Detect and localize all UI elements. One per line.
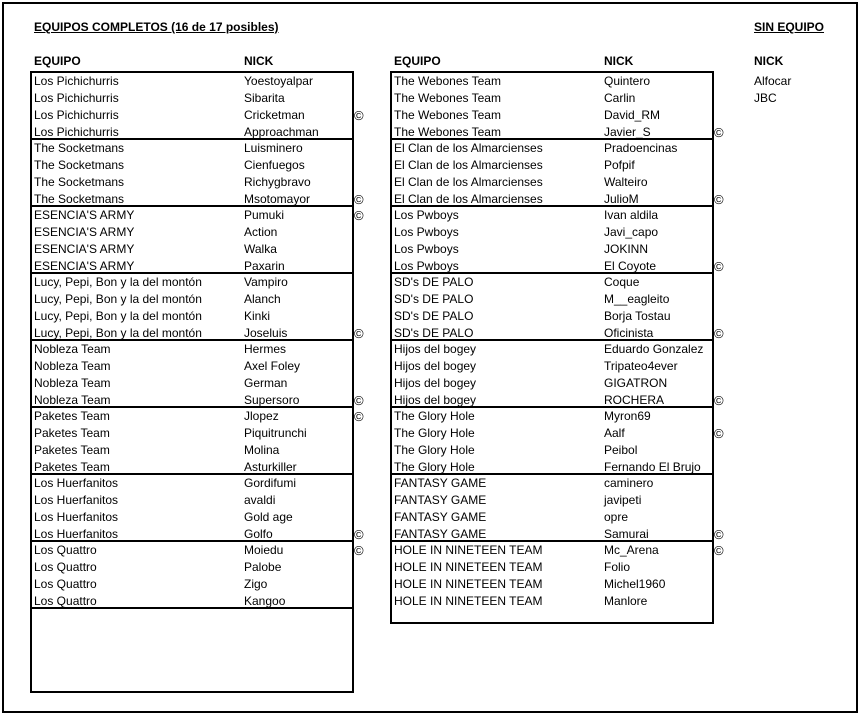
table-row bbox=[392, 207, 712, 224]
table-row bbox=[392, 241, 712, 258]
team-name: ESENCIA'S ARMY bbox=[34, 225, 135, 239]
player-nick: Walteiro bbox=[604, 175, 648, 189]
team-name: The Webones Team bbox=[394, 91, 501, 105]
team-name: Lucy, Pepi, Bon y la del montón bbox=[34, 275, 202, 289]
team-group bbox=[392, 71, 724, 140]
team-name: Hijos del bogey bbox=[394, 393, 477, 407]
copyright-mark: © bbox=[714, 326, 724, 341]
table-row bbox=[392, 90, 712, 107]
team-name: Los Pwboys bbox=[394, 225, 459, 239]
table-row bbox=[32, 241, 352, 258]
copyright-mark: © bbox=[354, 409, 364, 424]
team-group bbox=[392, 138, 724, 207]
team-name: El Clan de los Almarcienses bbox=[394, 158, 543, 172]
player-nick: Supersoro bbox=[244, 393, 300, 407]
team-name: ESENCIA'S ARMY bbox=[34, 208, 135, 222]
player-nick: Walka bbox=[244, 242, 277, 256]
player-nick: Gordifumi bbox=[244, 476, 297, 490]
copyright-mark: © bbox=[714, 393, 724, 408]
player-nick: Pumuki bbox=[244, 208, 285, 222]
sin-equipo-title: SIN EQUIPO bbox=[754, 20, 825, 34]
table-row bbox=[32, 375, 352, 392]
player-nick: Carlin bbox=[604, 91, 636, 105]
team-name: Paketes Team bbox=[34, 460, 110, 474]
table-row bbox=[392, 408, 712, 425]
player-nick: Cienfuegos bbox=[244, 158, 305, 172]
player-nick: Action bbox=[244, 225, 278, 239]
player-nick: Samurai bbox=[604, 527, 649, 541]
right-header-equipo: EQUIPO bbox=[394, 54, 441, 68]
team-name: Hijos del bogey bbox=[394, 359, 477, 373]
player-nick: M__eagleito bbox=[604, 292, 670, 306]
team-name: SD's DE PALO bbox=[394, 326, 474, 340]
player-nick: ROCHERA bbox=[604, 393, 665, 407]
player-nick: Hermes bbox=[244, 342, 287, 356]
team-name: El Clan de los Almarcienses bbox=[394, 141, 543, 155]
table-row bbox=[392, 107, 712, 124]
team-name: HOLE IN NINETEEN TEAM bbox=[394, 543, 543, 557]
player-nick: Mc_Arena bbox=[604, 543, 659, 557]
team-name: Lucy, Pepi, Bon y la del montón bbox=[34, 326, 202, 340]
team-group bbox=[392, 339, 724, 408]
team-name: Los Huerfanitos bbox=[34, 527, 119, 541]
table-row bbox=[392, 224, 712, 241]
player-nick: Piquitrunchi bbox=[244, 426, 307, 440]
player-nick: Joseluis bbox=[244, 326, 288, 340]
player-nick: Jlopez bbox=[244, 409, 279, 423]
team-name: Nobleza Team bbox=[34, 359, 111, 373]
team-group bbox=[32, 272, 364, 341]
team-group bbox=[392, 205, 724, 274]
table-row bbox=[392, 475, 712, 492]
sin-equipo-nick: JBC bbox=[754, 91, 777, 105]
copyright-mark: © bbox=[714, 125, 724, 140]
team-group bbox=[32, 406, 364, 474]
player-nick: Tripateo4ever bbox=[604, 359, 678, 373]
team-name: SD's DE PALO bbox=[394, 309, 474, 323]
player-nick: Msotomayor bbox=[244, 192, 311, 206]
page-title: EQUIPOS COMPLETOS (16 de 17 posibles) bbox=[34, 20, 279, 34]
player-nick: Borja Tostau bbox=[604, 309, 671, 323]
table-row bbox=[32, 291, 352, 308]
copyright-mark: © bbox=[354, 543, 364, 558]
team-name: HOLE IN NINETEEN TEAM bbox=[394, 577, 543, 591]
player-nick: Approachman bbox=[244, 125, 319, 139]
table-row bbox=[32, 559, 352, 576]
team-group bbox=[32, 138, 364, 207]
team-name: Nobleza Team bbox=[34, 393, 111, 407]
table-row bbox=[392, 308, 712, 325]
team-name: The Glory Hole bbox=[394, 409, 475, 423]
copyright-mark: © bbox=[354, 208, 364, 223]
team-name: The Glory Hole bbox=[394, 460, 475, 474]
player-nick: German bbox=[244, 376, 288, 390]
table-row bbox=[392, 157, 712, 174]
right-header-nick: NICK bbox=[604, 54, 634, 68]
table-row bbox=[32, 425, 352, 442]
team-name: Los Pwboys bbox=[394, 208, 459, 222]
table-row bbox=[32, 207, 364, 224]
team-group bbox=[32, 473, 364, 542]
team-name: FANTASY GAME bbox=[394, 510, 487, 524]
table-row bbox=[392, 576, 712, 593]
copyright-mark: © bbox=[714, 527, 724, 542]
player-nick: Fernando El Brujo bbox=[604, 460, 701, 474]
team-name: The Glory Hole bbox=[394, 426, 475, 440]
team-name: The Socketmans bbox=[34, 192, 125, 206]
sin-equipo-nick: Alfocar bbox=[754, 74, 792, 88]
player-nick: Ivan aldila bbox=[604, 208, 659, 222]
team-name: Los Huerfanitos bbox=[34, 510, 119, 524]
table-row bbox=[32, 358, 352, 375]
player-nick: Aalf bbox=[604, 426, 625, 440]
table-row bbox=[392, 358, 712, 375]
table-row bbox=[392, 425, 724, 442]
table-row bbox=[392, 174, 712, 191]
player-nick: El Coyote bbox=[604, 259, 657, 273]
table-row bbox=[32, 542, 364, 559]
team-name: The Socketmans bbox=[34, 158, 125, 172]
sin-equipo-header-nick: NICK bbox=[754, 54, 784, 68]
copyright-mark: © bbox=[714, 259, 724, 274]
team-name: FANTASY GAME bbox=[394, 527, 487, 541]
table-row bbox=[32, 442, 352, 459]
team-name: Los Huerfanitos bbox=[34, 476, 119, 490]
player-nick: Asturkiller bbox=[244, 460, 297, 474]
table-row bbox=[392, 375, 712, 392]
team-name: Los Quattro bbox=[34, 560, 97, 574]
table-row bbox=[32, 107, 364, 124]
player-nick: Richygbravo bbox=[244, 175, 311, 189]
left-header-equipo: EQUIPO bbox=[34, 54, 81, 68]
player-nick: JOKINN bbox=[604, 242, 649, 256]
player-nick: Coque bbox=[604, 275, 640, 289]
player-nick: Golfo bbox=[244, 527, 273, 541]
team-name: Hijos del bogey bbox=[394, 342, 477, 356]
team-name: Los Huerfanitos bbox=[34, 493, 119, 507]
team-name: El Clan de los Almarcienses bbox=[394, 192, 543, 206]
team-name: Los Pichichurris bbox=[34, 108, 119, 122]
team-name: The Webones Team bbox=[394, 74, 501, 88]
copyright-mark: © bbox=[714, 543, 724, 558]
team-name: ESENCIA'S ARMY bbox=[34, 259, 135, 273]
team-name: Los Pwboys bbox=[394, 259, 459, 273]
player-nick: Gold age bbox=[244, 510, 293, 524]
table-row bbox=[392, 593, 712, 610]
player-nick: opre bbox=[604, 510, 629, 524]
team-name: Paketes Team bbox=[34, 443, 110, 457]
team-name: The Socketmans bbox=[34, 175, 125, 189]
player-nick: Quintero bbox=[604, 74, 651, 88]
table-row bbox=[32, 90, 352, 107]
team-group bbox=[392, 272, 724, 341]
team-group bbox=[32, 205, 364, 273]
table-row bbox=[32, 140, 352, 157]
table-row bbox=[392, 559, 712, 576]
player-nick: Yoestoyalpar bbox=[244, 74, 313, 88]
team-name: Los Quattro bbox=[34, 577, 97, 591]
player-nick: GIGATRON bbox=[604, 376, 668, 390]
team-name: SD's DE PALO bbox=[394, 292, 474, 306]
table-row bbox=[32, 174, 352, 191]
team-name: Lucy, Pepi, Bon y la del montón bbox=[34, 309, 202, 323]
player-nick: JulioM bbox=[604, 192, 639, 206]
table-row bbox=[392, 140, 712, 157]
table-row bbox=[392, 291, 712, 308]
table-row bbox=[32, 224, 352, 241]
player-nick: Pofpif bbox=[604, 158, 635, 172]
table-row bbox=[32, 308, 352, 325]
left-header-nick: NICK bbox=[244, 54, 274, 68]
player-nick: Pradoencinas bbox=[604, 141, 678, 155]
team-name: Los Quattro bbox=[34, 594, 97, 608]
player-nick: Manlore bbox=[604, 594, 648, 608]
copyright-mark: © bbox=[354, 192, 364, 207]
table-row bbox=[32, 475, 352, 492]
player-nick: Alanch bbox=[244, 292, 281, 306]
table-row bbox=[32, 408, 364, 425]
player-nick: Paxarin bbox=[244, 259, 285, 273]
left-teams-table bbox=[30, 71, 364, 693]
player-nick: Michel1960 bbox=[604, 577, 666, 591]
team-group bbox=[32, 540, 364, 608]
team-name: FANTASY GAME bbox=[394, 493, 487, 507]
team-name: Los Pwboys bbox=[394, 242, 459, 256]
table-row bbox=[32, 492, 352, 509]
copyright-mark: © bbox=[354, 393, 364, 408]
team-name: Nobleza Team bbox=[34, 342, 111, 356]
team-name: Paketes Team bbox=[34, 409, 110, 423]
player-nick: Oficinista bbox=[604, 326, 654, 340]
copyright-mark: © bbox=[354, 108, 364, 123]
team-name: Nobleza Team bbox=[34, 376, 111, 390]
team-group bbox=[392, 540, 724, 608]
team-name: Los Pichichurris bbox=[34, 125, 119, 139]
player-nick: Luisminero bbox=[244, 141, 303, 155]
player-nick: caminero bbox=[604, 476, 654, 490]
player-nick: Moiedu bbox=[244, 543, 284, 557]
player-nick: Peibol bbox=[604, 443, 638, 457]
player-nick: Cricketman bbox=[244, 108, 305, 122]
table-row bbox=[32, 509, 352, 526]
player-nick: Kangoo bbox=[244, 594, 286, 608]
table-row bbox=[32, 593, 352, 610]
team-name: Los Pichichurris bbox=[34, 74, 119, 88]
table-row bbox=[32, 157, 352, 174]
table-row bbox=[392, 509, 712, 526]
player-nick: Folio bbox=[604, 560, 631, 574]
copyright-mark: © bbox=[354, 326, 364, 341]
team-name: HOLE IN NINETEEN TEAM bbox=[394, 594, 543, 608]
player-nick: Javier_S bbox=[604, 125, 651, 139]
player-nick: Vampiro bbox=[244, 275, 288, 289]
team-name: FANTASY GAME bbox=[394, 476, 487, 490]
team-name: Los Pichichurris bbox=[34, 91, 119, 105]
table-row bbox=[392, 274, 712, 291]
player-nick: avaldi bbox=[244, 493, 276, 507]
player-nick: Axel Foley bbox=[244, 359, 301, 373]
player-nick: Molina bbox=[244, 443, 280, 457]
team-group bbox=[392, 406, 724, 474]
player-nick: Palobe bbox=[244, 560, 282, 574]
team-name: The Socketmans bbox=[34, 141, 125, 155]
copyright-mark: © bbox=[714, 426, 724, 441]
player-nick: Sibarita bbox=[244, 91, 285, 105]
team-group bbox=[392, 473, 724, 542]
table-row bbox=[392, 341, 712, 358]
team-group bbox=[32, 339, 364, 408]
team-group bbox=[32, 71, 364, 139]
copyright-mark: © bbox=[354, 527, 364, 542]
table-row bbox=[392, 542, 724, 559]
team-name: HOLE IN NINETEEN TEAM bbox=[394, 560, 543, 574]
player-nick: Kinki bbox=[244, 309, 271, 323]
team-name: El Clan de los Almarcienses bbox=[394, 175, 543, 189]
team-name: The Webones Team bbox=[394, 108, 501, 122]
player-nick: Javi_capo bbox=[604, 225, 659, 239]
table-row bbox=[32, 576, 352, 593]
team-name: ESENCIA'S ARMY bbox=[34, 242, 135, 256]
player-nick: David_RM bbox=[604, 108, 661, 122]
player-nick: Zigo bbox=[244, 577, 268, 591]
team-name: The Glory Hole bbox=[394, 443, 475, 457]
table-row bbox=[392, 492, 712, 509]
team-name: Paketes Team bbox=[34, 426, 110, 440]
team-name: Hijos del bogey bbox=[394, 376, 477, 390]
table-row bbox=[32, 274, 352, 291]
player-nick: Myron69 bbox=[604, 409, 651, 423]
table-row bbox=[32, 341, 352, 358]
team-name: SD's DE PALO bbox=[394, 275, 474, 289]
player-nick: javipeti bbox=[604, 493, 642, 507]
copyright-mark: © bbox=[714, 192, 724, 207]
team-name: The Webones Team bbox=[394, 125, 501, 139]
right-teams-table bbox=[390, 71, 724, 624]
team-name: Lucy, Pepi, Bon y la del montón bbox=[34, 292, 202, 306]
table-row bbox=[392, 442, 712, 459]
table-row bbox=[32, 73, 352, 90]
player-nick: Eduardo Gonzalez bbox=[604, 342, 704, 356]
team-name: Los Quattro bbox=[34, 543, 97, 557]
table-row bbox=[392, 73, 712, 90]
